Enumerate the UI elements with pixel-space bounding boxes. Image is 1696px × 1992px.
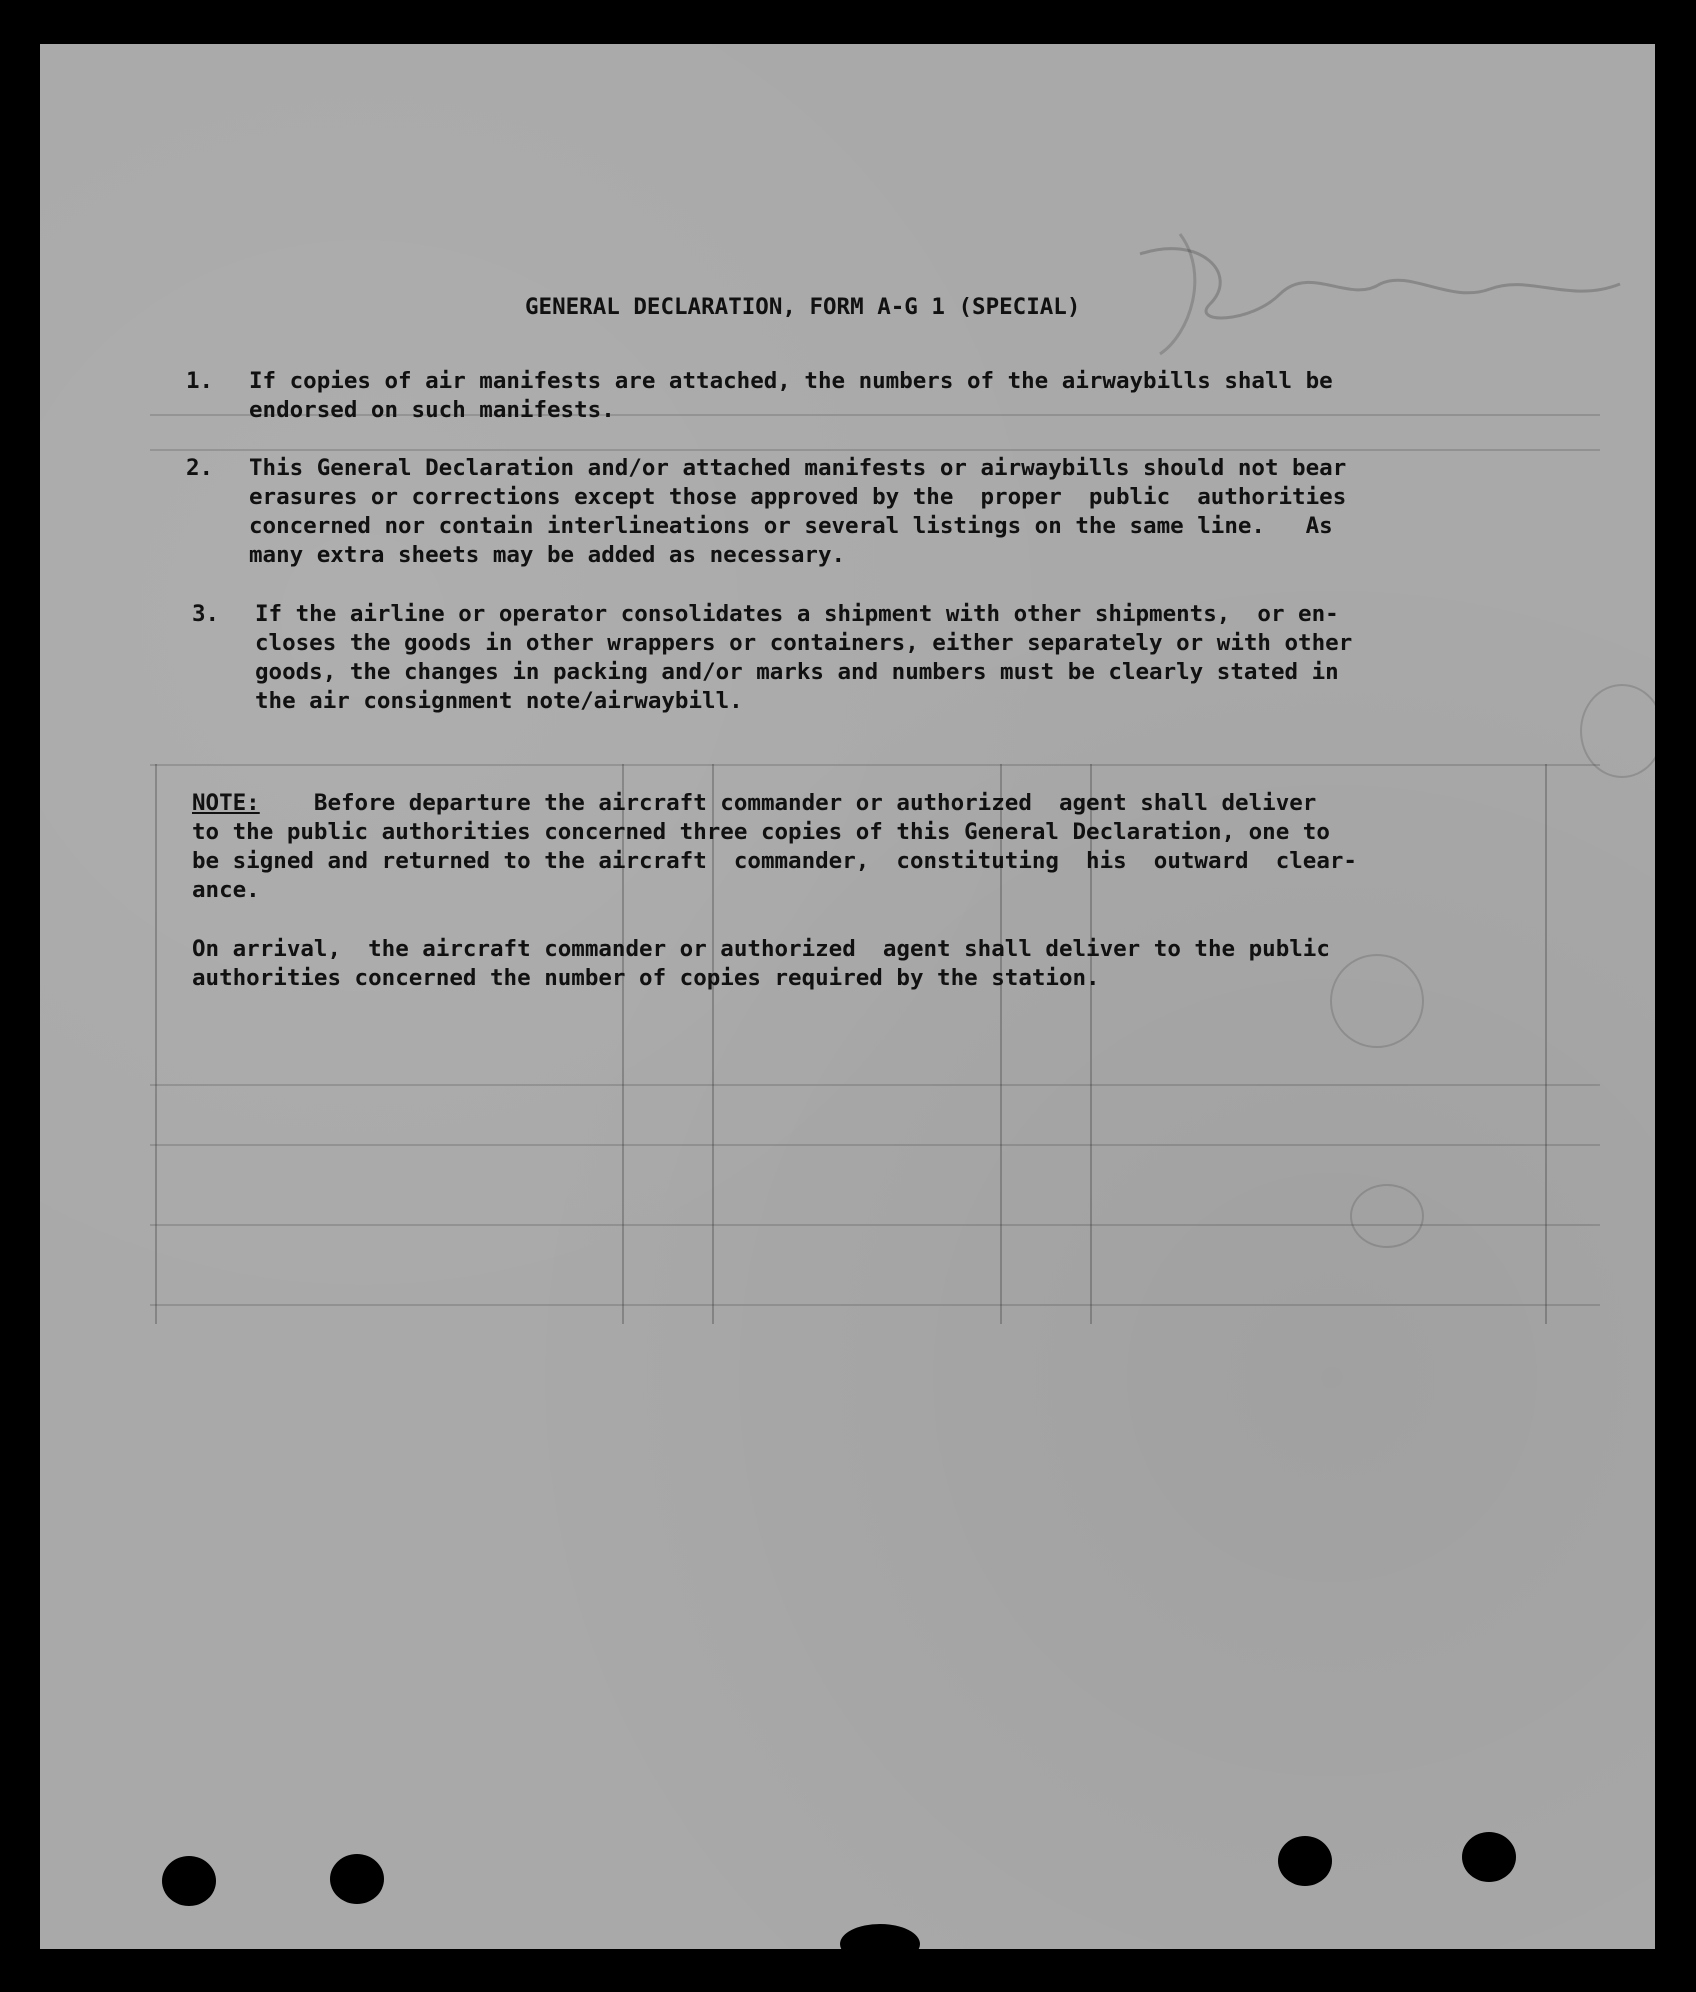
- item-number: 2.: [186, 455, 214, 481]
- item-line: closes the goods in other wrappers or containers, either separately or with other: [255, 630, 1353, 656]
- item-line: the air consignment note/airwaybill.: [255, 688, 743, 714]
- bleed-through-rule: [150, 1144, 1600, 1146]
- punch-hole: [840, 1924, 920, 1949]
- bleed-through-rule: [150, 1304, 1600, 1306]
- note-label: NOTE:: [192, 790, 260, 816]
- item-line: endorsed on such manifests.: [249, 397, 615, 423]
- bleed-through-column: [155, 764, 157, 1324]
- item-number: 1.: [186, 368, 214, 394]
- item-line: goods, the changes in packing and/or marks and numbers must be clearly stated in: [255, 659, 1339, 685]
- bleed-through-heading: [450, 114, 459, 152]
- note-line: ance.: [192, 877, 260, 903]
- bleed-through-rule: [150, 449, 1600, 451]
- bleed-through-seal: [1580, 684, 1655, 778]
- item-line: erasures or corrections except those approved by the proper public authorities: [249, 484, 1347, 510]
- item-line: If the airline or operator consolidates a shipment with other shipments, or en-: [255, 601, 1339, 627]
- bleed-through-rule: [150, 1084, 1600, 1086]
- item-number: 3.: [192, 601, 220, 627]
- arrival-line: On arrival, the aircraft commander or authorized agent shall deliver to the public: [192, 936, 1330, 962]
- document-page: [40, 44, 1655, 1949]
- item-line: If copies of air manifests are attached, the numbers of the airwaybills shall be: [249, 368, 1333, 394]
- note-line: to the public authorities concerned three copies of this General Declaration, one to: [192, 819, 1330, 845]
- bleed-through-seal: [1330, 954, 1424, 1048]
- item-line: This General Declaration and/or attached manifests or airwaybills should not bear: [249, 455, 1347, 481]
- bleed-through-column: [1545, 764, 1547, 1324]
- punch-hole: [162, 1856, 216, 1906]
- item-line: concerned nor contain interlineations or several listings on the same line. As: [249, 513, 1333, 539]
- note-line: be signed and returned to the aircraft commander, constituting his outward clear-: [192, 848, 1357, 874]
- punch-hole: [330, 1854, 384, 1904]
- item-line: many extra sheets may be added as necessary.: [249, 542, 846, 568]
- bleed-through-signature-icon: [1120, 214, 1640, 364]
- page-title: GENERAL DECLARATION, FORM A-G 1 (SPECIAL): [525, 294, 1081, 320]
- punch-hole: [1278, 1836, 1332, 1886]
- bleed-through-seal: [1350, 1184, 1424, 1248]
- note-line: Before departure the aircraft commander or authorized agent shall deliver: [259, 790, 1317, 816]
- note-first-line: [192, 789, 1316, 818]
- punch-hole: [1462, 1832, 1516, 1882]
- bleed-through-rule: [150, 764, 1600, 766]
- arrival-line: authorities concerned the number of copies required by the station.: [192, 965, 1100, 991]
